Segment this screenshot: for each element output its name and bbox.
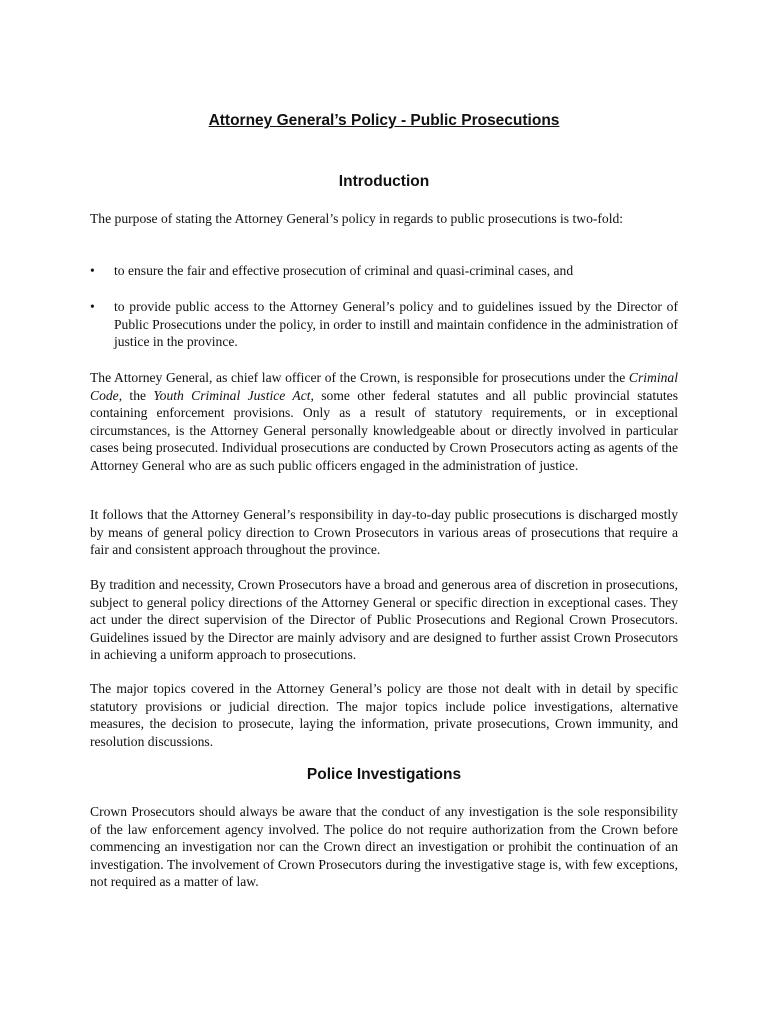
paragraph-purpose: The purpose of stating the Attorney General’s policy in regards to public prosecutions is two-fold: — [90, 211, 624, 226]
statute-ycja: Youth Criminal Justice Act, — [153, 387, 314, 403]
text-run: The Attorney General, as chief law officer of the Crown, is responsible for prosecutions under the — [90, 370, 629, 385]
paragraph-attorney-general — [90, 369, 678, 474]
bullet-text: to ensure the fair and effective prosecution of criminal and quasi-criminal cases, and — [114, 263, 574, 278]
bullet-list-2 — [90, 298, 678, 351]
paragraph-major-topics: The major topics covered in the Attorney General’s policy are those not dealt with in detail by specific statutory provisions or judicial direction. The major topics include police investigations, alternative measures, the decision to prosecute, laying the information, private prosecutions, Crown immunity, and resolution discussions. — [90, 681, 678, 749]
bullet-item — [90, 262, 678, 280]
text-run: some other federal statutes and all public provincial statutes containing enforcement provisions. Only as a result of statutory requirements, or in exceptional circumstances, is the Attorney General personally knowledgeable about or directly involved in particular cases being prosecuted. Individual prosecutions are conducted by Crown Prosecutors acting as agents of the Attorney General who are as such public officers engaged in the administration of justice. — [90, 387, 678, 473]
statute-criminal-code: Criminal Code — [90, 370, 678, 403]
paragraph-discretion: By tradition and necessity, Crown Prosecutors have a broad and generous area of discretion in prosecutions, subject to general policy directions of the Attorney General or specific direction in exceptional cases. They act under the direct supervision of the Director of Public Prosecutions and Regional Crown Prosecutors. Guidelines issued by the Director are mainly advisory and are designed to further assist Crown Prosecutors in achieving a uniform approach to prosecutions. — [90, 577, 678, 662]
bullet-text: to provide public access to the Attorney General’s policy and to guidelines issued by the Director of Public Prosecutions under the policy, in order to instill and maintain confidence in the administration of justice in the province. — [114, 299, 678, 349]
paragraph-police-investigations: Crown Prosecutors should always be aware that the conduct of any investigation is the sole responsibility of the law enforcement agency involved. The police do not require authorization from the Crown before commencing an investigation nor can the Crown direct an investigation or prohibit the continuation of an investigation. The involvement of Crown Prosecutors during the investigative stage is, with few exceptions, not required as a matter of law. — [90, 804, 678, 889]
bullet-dot-icon: • — [90, 263, 95, 278]
section-heading-police-investigations: Police Investigations — [306, 766, 462, 783]
text-run: , the — [118, 387, 154, 403]
section-heading-introduction: Introduction — [338, 173, 430, 190]
bullet-dot-icon: • — [90, 299, 95, 314]
document-title: Attorney General’s Policy - Public Prosecutions — [208, 112, 560, 129]
bullet-item — [90, 298, 678, 351]
bullet-list-1 — [90, 262, 678, 280]
paragraph-responsibility: It follows that the Attorney General’s responsibility in day-to-day public prosecutions is discharged mostly by means of general policy direction to Crown Prosecutors in various areas of prosecutions that require a fair and consistent approach throughout the province. — [90, 507, 678, 557]
